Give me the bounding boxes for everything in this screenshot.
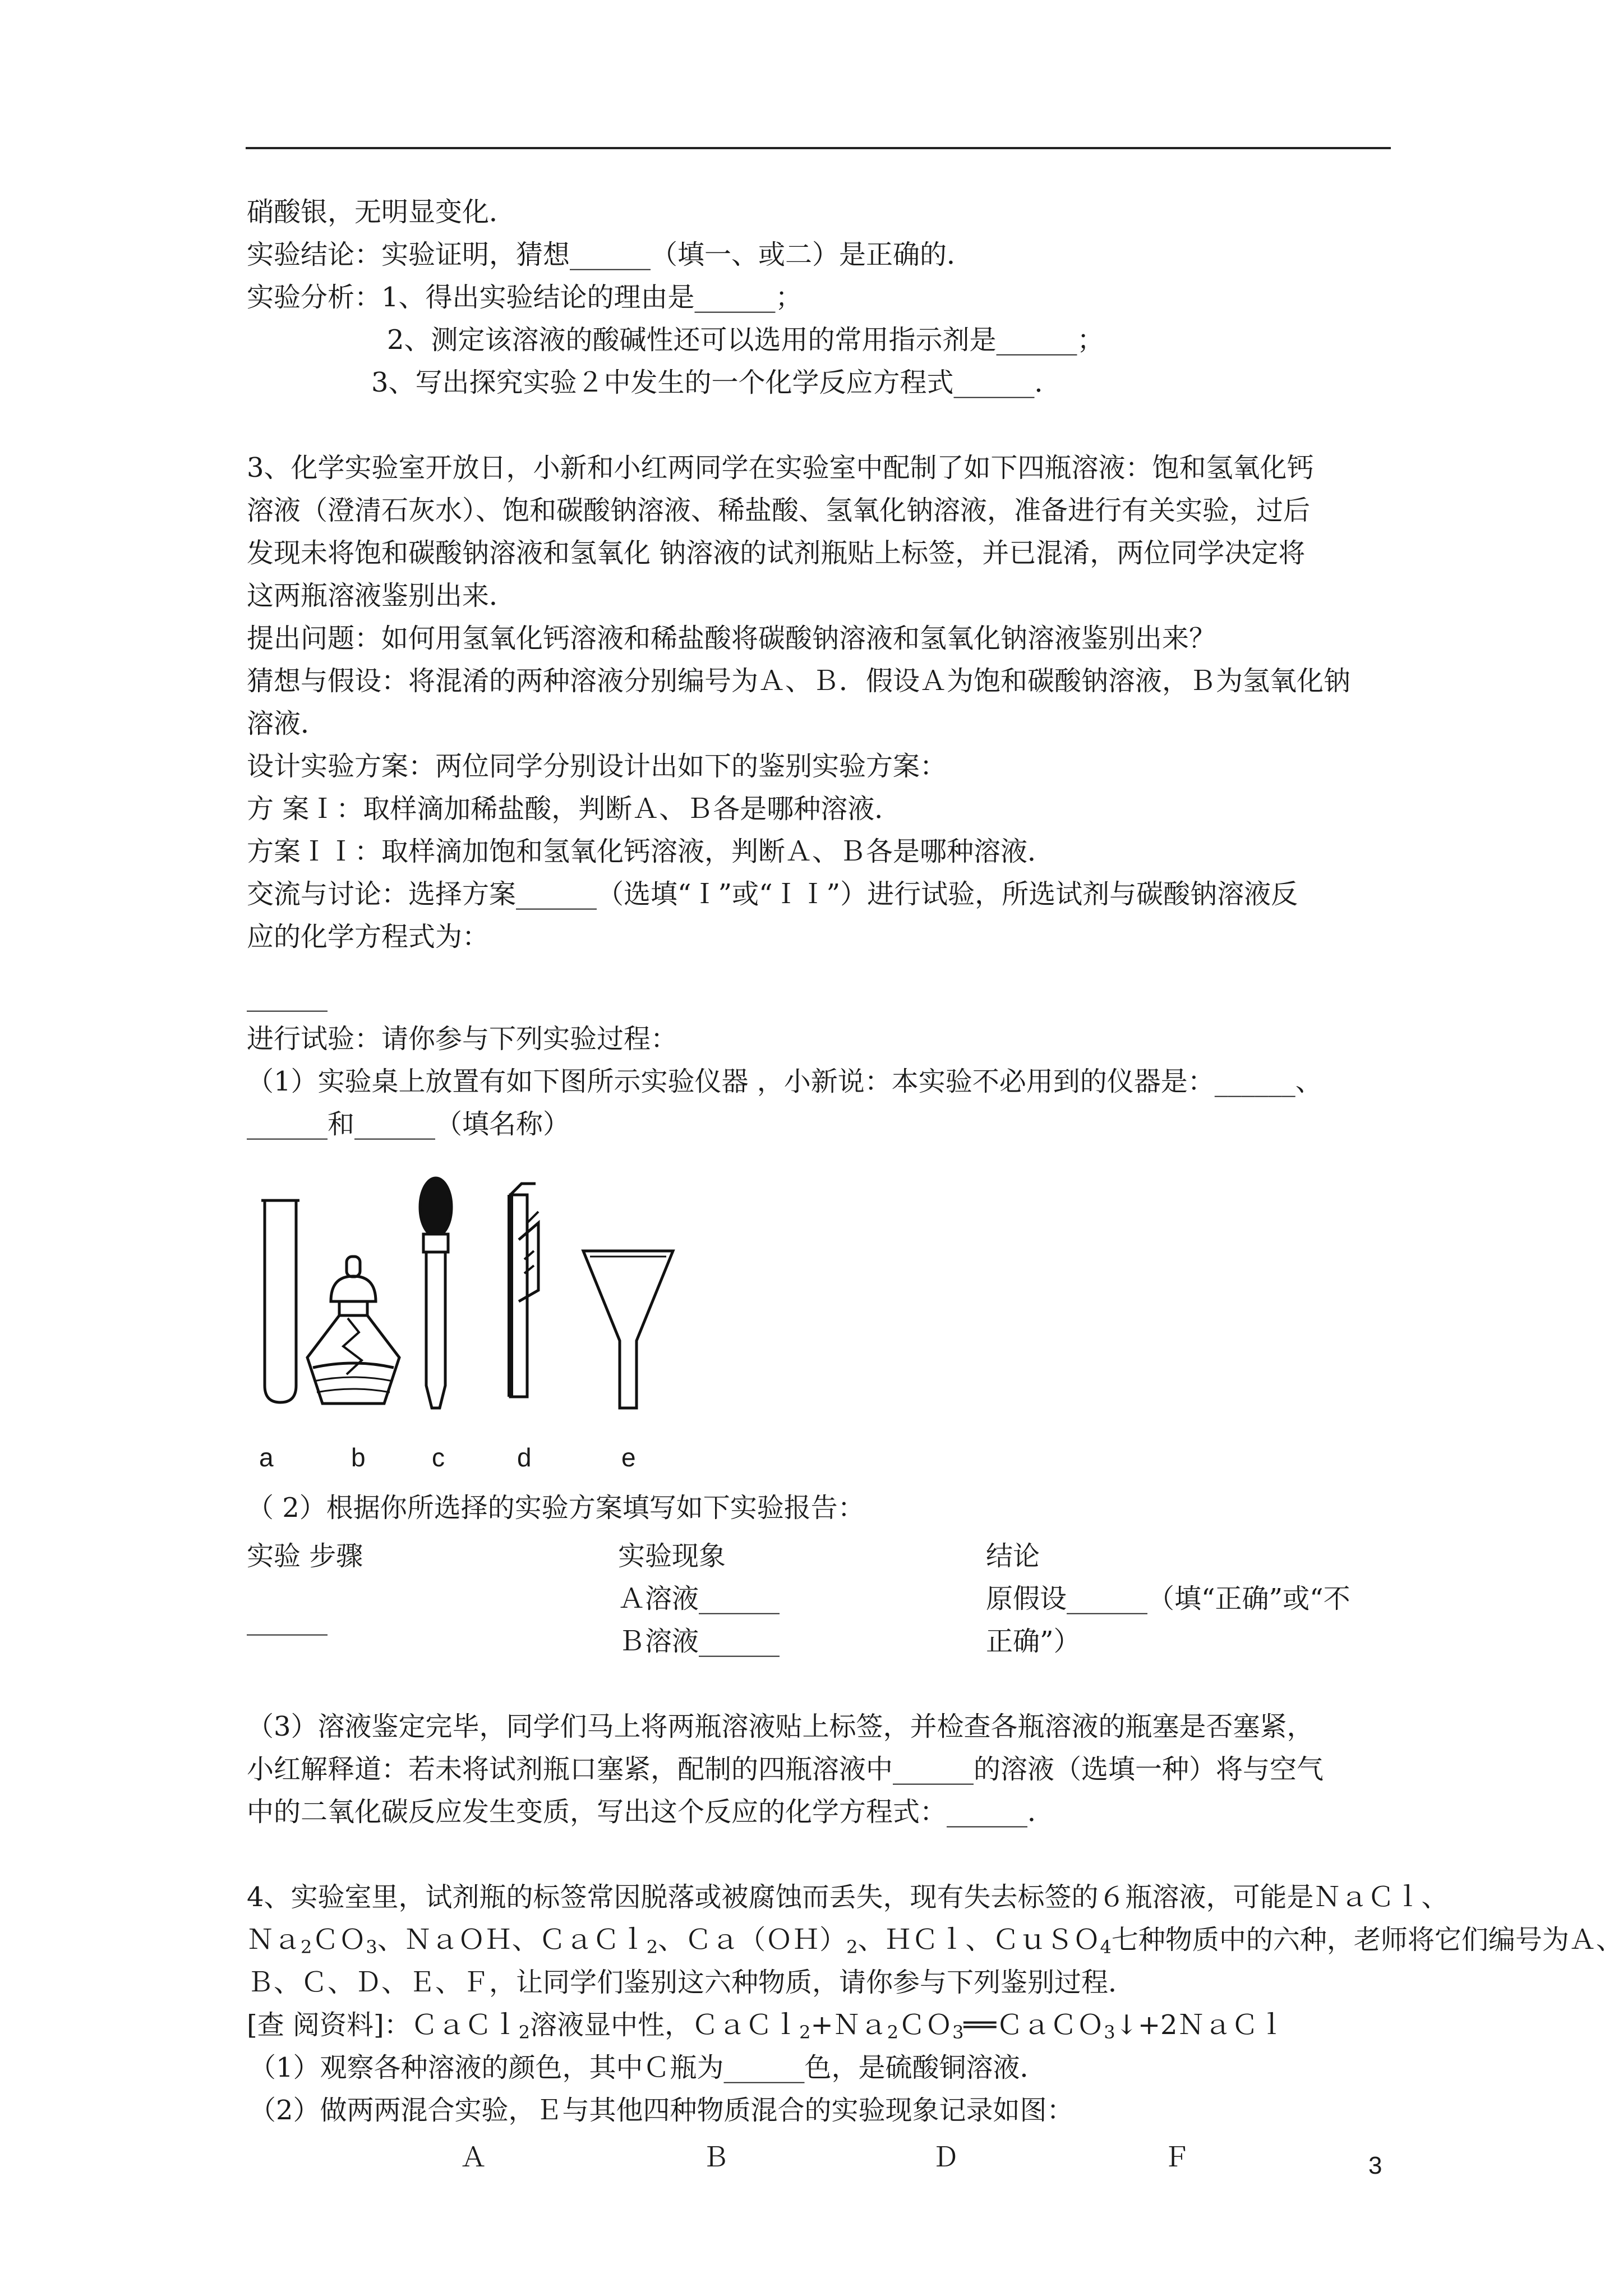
analysis-item: 2、测定该溶液的酸碱性还可以选用的常用指示剂是______； — [387, 324, 1104, 356]
q3-question: 提出问题：如何用氢氧化钙溶液和稀盐酸将碳酸钠溶液和氢氧化钠溶液鉴别出来？ — [247, 623, 1216, 654]
report-conclusion-line: 正确”） — [986, 1626, 1081, 1657]
q3-step-3: （3）溶液鉴定完毕，同学们马上将两瓶溶液贴上标签，并检查各瓶溶液的瓶塞是否塞紧， — [247, 1711, 1314, 1742]
report-phenomenon-b: Ｂ溶液______ — [618, 1626, 780, 1657]
figure-label-b: b — [351, 1443, 366, 1472]
report-header-phenomena: 实验现象 — [618, 1540, 726, 1572]
q4-line: 4、实验室里，试剂瓶的标签常因脱落或被腐蚀而丢失，现有失去标签的６瓶溶液，可能是ＮａＣｌ、 — [247, 1881, 1449, 1913]
q3-intro-line: 3、化学实验室开放日，小新和小红两同学在实验室中配制了如下四瓶溶液：饱和氢氧化钙 — [247, 452, 1314, 484]
tongs-icon — [510, 1184, 538, 1397]
report-phenomenon-a: Ａ溶液______ — [618, 1583, 780, 1614]
q3-step-1: （1）实验桌上放置有如下图所示实验仪器 ，小新说：本实验不必用到的仪器是：______、 — [247, 1066, 1322, 1097]
text-line: 硝酸银，无明显变化． — [247, 196, 517, 228]
q4-columns — [247, 2136, 1396, 2179]
q3-step-3: 小红解释道：若未将试剂瓶口塞紧，配制的四瓶溶液中______的溶液（选填一种）将与空气 — [247, 1754, 1324, 1785]
q3-hypothesis: 猜想与假设：将混淆的两种溶液分别编号为Ａ、Ｂ．假设Ａ为饱和碳酸钠溶液，Ｂ为氢氧化钠 — [247, 665, 1351, 697]
dropper-icon — [420, 1178, 451, 1408]
report-step-blank: ______ — [247, 1604, 328, 1636]
analysis-item: 3、写出探究实验２中发生的一个化学反应方程式______． — [371, 367, 1062, 398]
figure-label-d: d — [517, 1443, 532, 1472]
figure-label-c: c — [432, 1443, 445, 1472]
q4-observation-2: （2）做两两混合实验，Ｅ与其他四种物质混合的实验现象记录如图： — [249, 2095, 1074, 2126]
q3-step-2: （ 2）根据你所选择的实验方案填写如下实验报告： — [247, 1492, 865, 1524]
q3-step-1: ______和______（填名称） — [247, 1108, 570, 1140]
figure-label-e: e — [621, 1443, 636, 1472]
q3-discussion: 交流与讨论：选择方案______（选填“Ｉ”或“ＩＩ”）进行试验，所选试剂与碳酸钠溶液反 — [247, 878, 1298, 910]
header-rule — [246, 147, 1391, 149]
column-label-a: Ａ — [460, 2142, 487, 2173]
q3-plan-1: 方 案Ｉ：取样滴加稀盐酸，判断Ａ、Ｂ各是哪种溶液． — [247, 793, 902, 825]
report-conclusion-line: 原假设______（填“正确”或“不 — [986, 1583, 1350, 1614]
text-line: 实验结论：实验证明，猜想______（填一、或二）是正确的． — [247, 239, 974, 270]
q3-hypothesis: 溶液． — [247, 708, 328, 739]
apparatus-figure — [247, 1161, 751, 1487]
column-label-d: Ｄ — [932, 2142, 960, 2173]
q3-intro-line: 发现未将饱和碳酸钠溶液和氢氧化 钠溶液的试剂瓶贴上标签，并已混淆，两位同学决定将 — [247, 537, 1306, 569]
text-line: 实验分析：1、得出实验结论的理由是______； — [247, 282, 803, 313]
q3-step-3: 中的二氧化碳反应发生变质，写出这个反应的化学方程式：______． — [247, 1796, 1055, 1828]
q4-observation-1: （1）观察各种溶液的颜色，其中Ｃ瓶为______色，是硫酸铜溶液． — [249, 2052, 1047, 2083]
figure-label-a: a — [259, 1443, 274, 1472]
q3-design: 设计实验方案：两位同学分别设计出如下的鉴别实验方案： — [247, 751, 947, 782]
page-number: 3 — [1368, 2152, 1382, 2179]
q3-answer-blank: ______ — [247, 981, 328, 1012]
column-label-f: Ｆ — [1163, 2142, 1191, 2173]
q3-proceed: 进行试验：请你参与下列实验过程： — [247, 1023, 678, 1055]
apparatus-drawing — [247, 1161, 751, 1487]
q3-discussion: 应的化学方程式为： — [247, 921, 490, 953]
experiment-report — [247, 1535, 1396, 1705]
page-content — [247, 191, 1623, 2179]
q4-reference: [查 阅资料]：ＣａＣｌ$_2$溶液显中性，ＣａＣｌ$_2$+Ｎａ$_2$ＣＯ$_3$══ＣａＣＯ$_3$↓+2ＮａＣｌ — [247, 2009, 1285, 2043]
q3-intro-line: 这两瓶溶液鉴别出来． — [247, 580, 517, 611]
column-label-b: Ｂ — [702, 2142, 730, 2173]
report-header-conclusion: 结论 — [986, 1540, 1040, 1572]
q4-line: Ｂ、Ｃ、Ｄ、Ｅ、Ｆ，让同学们鉴别这六种物质，请你参与下列鉴别过程． — [247, 1967, 1136, 1998]
funnel-icon — [583, 1251, 673, 1408]
test-tube-icon — [261, 1200, 299, 1402]
alcohol-lamp-icon — [307, 1257, 399, 1404]
report-header-steps: 实验 步骤 — [247, 1540, 363, 1572]
q3-plan-2: 方案ＩＩ：取样滴加饱和氢氧化钙溶液，判断Ａ、Ｂ各是哪种溶液． — [247, 836, 1055, 867]
q4-line: Ｎａ$_2$ＣＯ$_3$、ＮａＯＨ、ＣａＣｌ$_2$、$Ca(OH)_2$、ＨＣｌ、ＣｕＳＯ$_4$七种物质中的六种，老师将它们编号为Ａ、 — [247, 1924, 1623, 1958]
q3-intro-line: 溶液（澄清石灰水）、饱和碳酸钠溶液、稀盐酸、氢氧化钠溶液，准备进行有关实验，过后 — [247, 495, 1311, 526]
